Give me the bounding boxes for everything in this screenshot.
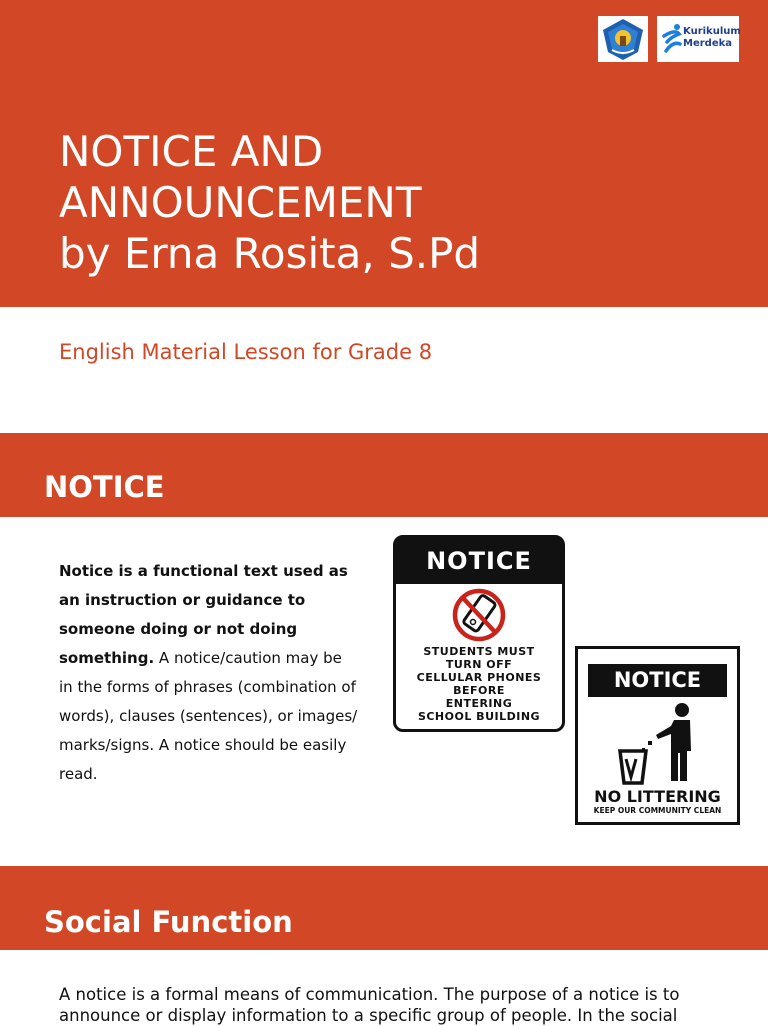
sign-message: NO LITTERING [594, 787, 721, 806]
kurikulum-merdeka-logo [657, 16, 739, 62]
sign-submessage: KEEP OUR COMMUNITY CLEAN [593, 806, 722, 815]
kurikulum-merdeka-mark-icon [661, 24, 683, 54]
person-littering-icon [614, 701, 704, 789]
notice-definition [59, 557, 359, 789]
presentation-subtitle: English Material Lesson for Grade 8 [59, 340, 433, 364]
no-mobile-phone-icon [444, 586, 514, 644]
kurikulum-merdeka-wordmark: Kurikulum Merdeka [683, 26, 741, 49]
sign-message: STUDENTS MUST TURN OFF CELLULAR PHONES BEFORE ENTERING SCHOOL BUILDING [416, 645, 542, 723]
social-function-heading: Social Function [44, 905, 293, 939]
presentation-title: NOTICE AND ANNOUNCEMENT by Erna Rosita, S.Pd [59, 127, 481, 278]
kemdikbud-logo [598, 16, 648, 62]
sign-header: NOTICE [588, 664, 727, 697]
social-function-body: A notice is a formal means of communication. The purpose of a notice is to announce or display information to a specific group of people. In the social [59, 985, 680, 1025]
notice-definition-bold: Notice is a functional text used as an instruction or guidance to someone doing or not doing something. [59, 562, 348, 667]
turn-off-phones-sign [393, 535, 565, 732]
sign-header: NOTICE [396, 538, 562, 584]
tut-wuri-handayani-emblem-icon [598, 16, 648, 62]
no-littering-sign [575, 646, 740, 825]
notice-heading: NOTICE [44, 470, 165, 504]
title-slide-banner [0, 0, 768, 307]
notice-definition-rest: A notice/caution may be in the forms of phrases (combination of words), clauses (sentences), or images/ marks/signs. A notice should be easily read. [59, 649, 358, 783]
